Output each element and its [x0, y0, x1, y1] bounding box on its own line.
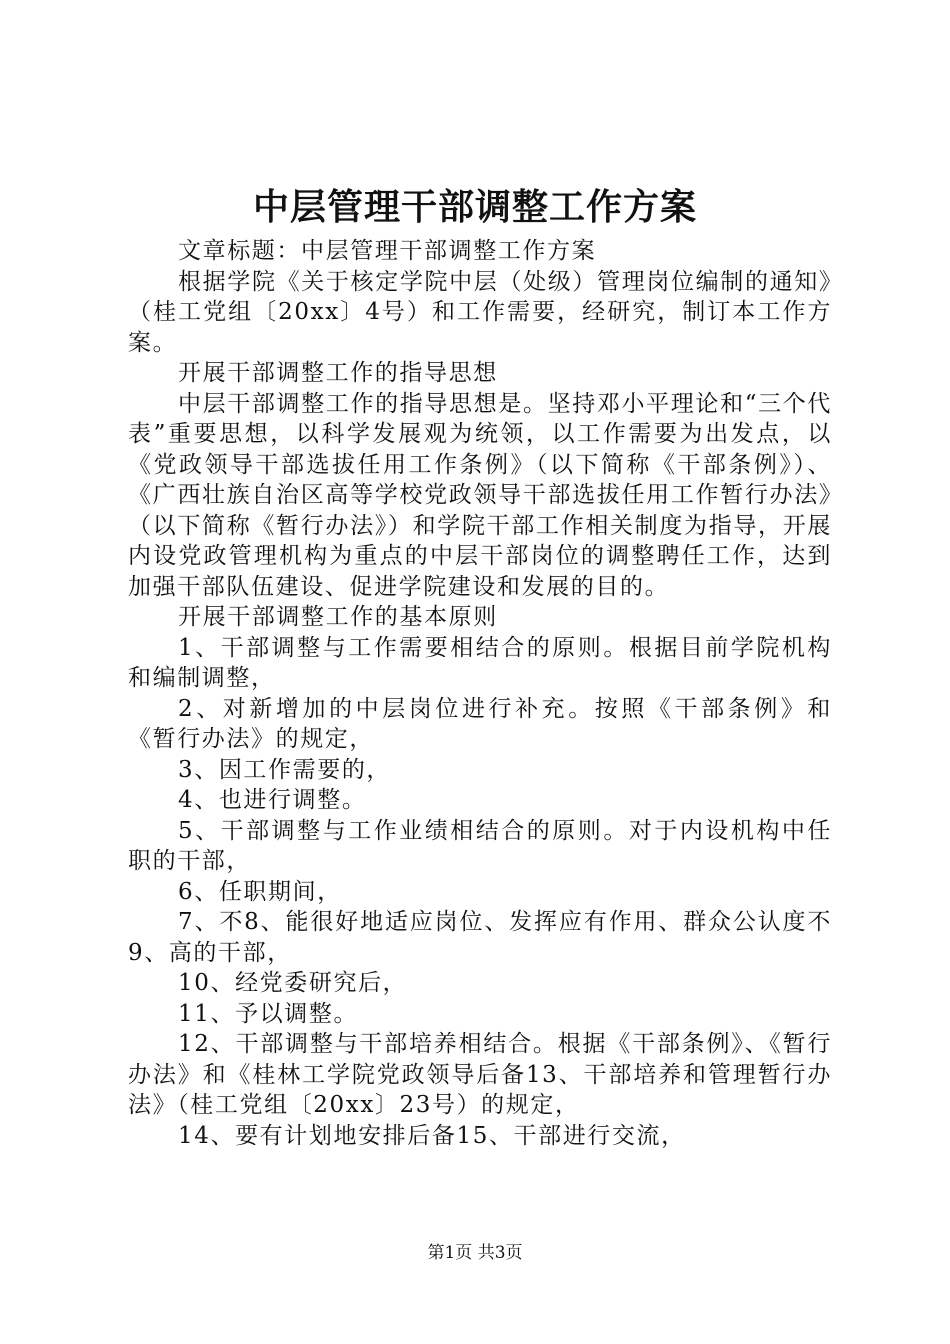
heading-guiding-ideology: 开展干部调整工作的指导思想 [178, 360, 498, 386]
paragraph-guiding-ideology: 中层干部调整工作的指导思想是。坚持邓小平理论和“三个代表”重要思想，以科学发展观为统领，以工作需要为出发点，以《党政领导干部选拔任用工作条例》（以下简称《干部条例》）、《广西壮族自治区高等学校党政领导干部选拔任用工作暂行办法》（以下简称《暂行办法》）和学院干部工作相关制度为指导，开展内设党政管理机构为重点的中层干部岗位的调整聘任工作，达到加强干部队伍建设、促进学院建设和发展的目的。 [128, 390, 832, 600]
list-item: 5、干部调整与工作业绩相结合的原则。对于内设机构中任职的干部， [128, 817, 832, 874]
list-item: 12、干部调整与干部培养相结合。根据《干部条例》、《暂行办法》和《桂林工学院党政领导后备13、干部培养和管理暂行办法》（桂工党组〔20xx〕23号）的规定， [128, 1031, 832, 1118]
list-item: 4、也进行调整。 [178, 787, 367, 813]
heading-basic-principles: 开展干部调整工作的基本原则 [178, 604, 498, 630]
list-item: 1、干部调整与工作需要相结合的原则。根据目前学院机构和编制调整， [128, 634, 832, 691]
list-item: 11、予以调整。 [178, 1000, 359, 1027]
document-body [128, 236, 832, 1151]
list-item: 3、因工作需要的， [178, 756, 392, 783]
list-item: 7、不8、能很好地适应岗位、发挥应有作用、群众公认度不9、高的干部， [128, 909, 832, 966]
list-item: 10、经党委研究后， [178, 970, 408, 996]
page-number-footer: 第1页 共3页 [427, 1243, 523, 1263]
paragraph-intro: 根据学院《关于核定学院中层（处级）管理岗位编制的通知》（桂工党组〔20xx〕4号）和工作需要，经研究，制订本工作方案。 [128, 268, 832, 356]
list-item: 6、任职期间， [178, 878, 342, 905]
document-title: 中层管理干部调整工作方案 [252, 186, 697, 228]
list-item: 2、对新增加的中层岗位进行补充。按照《干部条例》和《暂行办法》的规定， [128, 695, 832, 752]
paragraph-article-title: 文章标题：中层管理干部调整工作方案 [178, 238, 597, 264]
list-item: 14、要有计划地安排后备15、干部进行交流， [178, 1122, 686, 1149]
